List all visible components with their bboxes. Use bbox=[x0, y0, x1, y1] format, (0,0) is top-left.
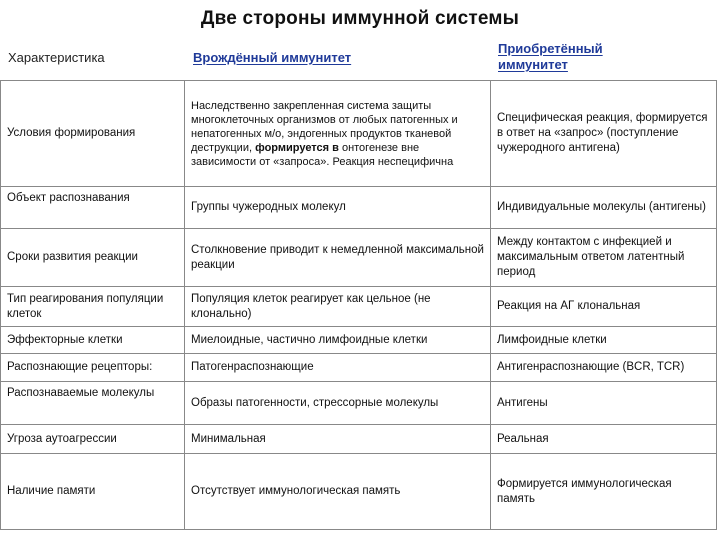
row-label: Распознаваемые молекулы bbox=[1, 382, 185, 425]
table-row bbox=[1, 229, 717, 287]
row-label: Эффекторные клетки bbox=[1, 327, 185, 354]
innate-text: онтогенезе вне зависимости от «запроса». Реакция неспецифична bbox=[191, 141, 454, 168]
innate-cell: Образы патогенности, стрессорные молекулы bbox=[185, 382, 491, 425]
acquired-cell: Между контактом с инфекцией и максимальным ответом латентный период bbox=[491, 229, 717, 287]
table-row bbox=[1, 327, 717, 354]
row-label: Объект распознавания bbox=[1, 187, 185, 229]
acquired-cell: Специфическая реакция, формируется в ответ на «запрос» (поступление чужеродного антигена) bbox=[491, 81, 717, 187]
row-label: Условия формирования bbox=[1, 81, 185, 187]
innate-cell bbox=[185, 81, 491, 187]
table-row bbox=[1, 287, 717, 327]
page-title: Две стороны иммунной системы bbox=[200, 8, 520, 29]
acquired-cell: Формируется иммунологическая память bbox=[491, 454, 717, 530]
innate-cell: Столкновение приводит к немедленной максимальной реакции bbox=[185, 229, 491, 287]
innate-cell: Отсутствует иммунологическая память bbox=[185, 454, 491, 530]
comparison-table bbox=[0, 80, 717, 530]
table-row bbox=[1, 382, 717, 425]
table-row bbox=[1, 354, 717, 382]
innate-text: Наследственно закрепленная система защиты многоклеточных организмов от любых патогенных и непатогенных м/о, эндогенных продуктов тканевой деструкции, bbox=[191, 99, 458, 154]
row-label: Тип реагирования популяции клеток bbox=[1, 287, 185, 327]
acquired-cell: Индивидуальные молекулы (антигены) bbox=[491, 187, 717, 229]
innate-cell: Патогенраспознающие bbox=[185, 354, 491, 382]
row-label: Угроза аутоагрессии bbox=[1, 425, 185, 454]
acquired-cell: Реакция на АГ клональная bbox=[491, 287, 717, 327]
innate-cell: Миелоидные, частично лимфоидные клетки bbox=[185, 327, 491, 354]
innate-text-bold: формируется в bbox=[255, 141, 339, 154]
row-label: Распознающие рецепторы: bbox=[1, 354, 185, 382]
innate-cell: Группы чужеродных молекул bbox=[185, 187, 491, 229]
acquired-cell: Реальная bbox=[491, 425, 717, 454]
innate-cell: Популяция клеток реагирует как цельное (не клонально) bbox=[185, 287, 491, 327]
table-row bbox=[1, 187, 717, 229]
table-row bbox=[1, 81, 717, 187]
table-row bbox=[1, 425, 717, 454]
acquired-cell: Антигены bbox=[491, 382, 717, 425]
acquired-cell: Антигенраспознающие (BCR, TCR) bbox=[491, 354, 717, 382]
row-label: Наличие памяти bbox=[1, 454, 185, 530]
acquired-cell: Лимфоидные клетки bbox=[491, 327, 717, 354]
column-header-characteristic: Характеристика bbox=[8, 50, 105, 65]
column-header-acquired: Приобретённый иммунитет bbox=[498, 41, 603, 72]
row-label: Сроки развития реакции bbox=[1, 229, 185, 287]
innate-cell: Минимальная bbox=[185, 425, 491, 454]
table-row bbox=[1, 454, 717, 530]
column-header-innate: Врождённый иммунитет bbox=[193, 50, 352, 65]
